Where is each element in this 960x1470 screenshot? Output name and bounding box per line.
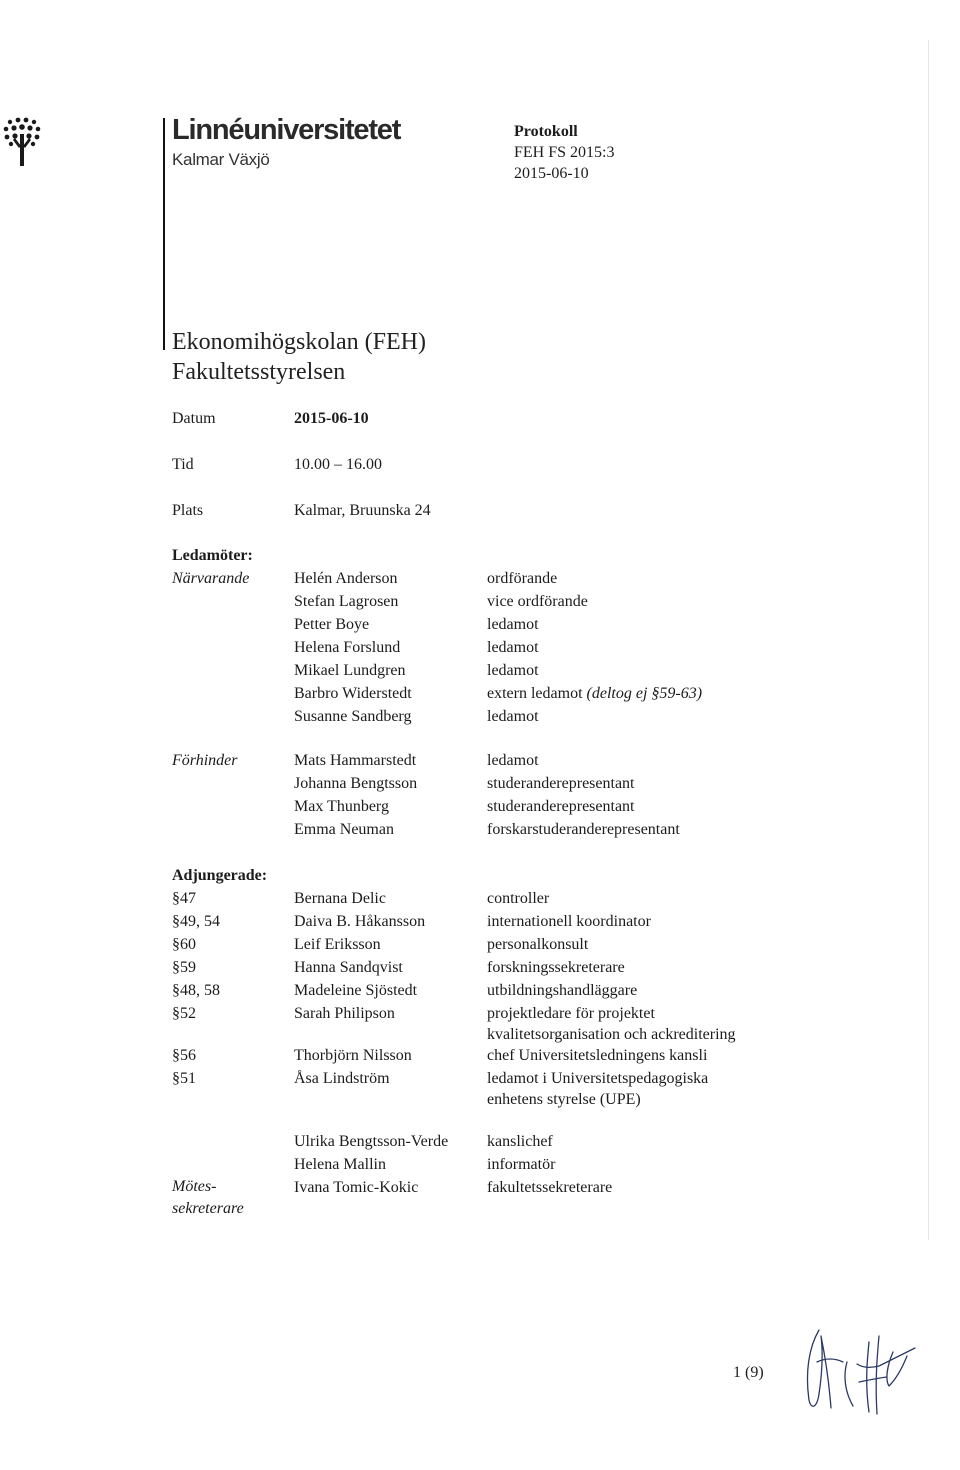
time-label: Tid xyxy=(172,456,194,473)
absent-name: Max Thunberg xyxy=(294,798,389,815)
secretary-name: Ivana Tomic-Kokic xyxy=(294,1179,419,1196)
secretary-role: fakultetssekreterare xyxy=(487,1179,613,1196)
absent-role: studeranderepresentant xyxy=(487,798,635,815)
adjunct-name: Åsa Lindström xyxy=(294,1070,390,1087)
handwritten-initials-signature xyxy=(795,1322,925,1422)
scan-edge-line xyxy=(928,40,929,1240)
absent-role: forskarstuderanderepresentant xyxy=(487,821,680,838)
absent-role: ledamot xyxy=(487,752,539,769)
section-ref: §48, 58 xyxy=(172,982,220,999)
time-value: 10.00 – 16.00 xyxy=(294,456,382,473)
section-ref: §51 xyxy=(172,1070,196,1087)
adjunct-role-cont: enhetens styrelse (UPE) xyxy=(487,1091,641,1108)
present-name: Mikael Lundgren xyxy=(294,662,406,679)
absent-name: Johanna Bengtsson xyxy=(294,775,418,792)
place-value: Kalmar, Bruunska 24 xyxy=(294,502,431,519)
attendance-note: (deltog ej §59-63) xyxy=(586,685,703,702)
present-label: Närvarande xyxy=(172,570,250,587)
adjunct-role: personalkonsult xyxy=(487,936,589,953)
absent-role: studeranderepresentant xyxy=(487,775,635,792)
present-names xyxy=(294,567,412,728)
secretary-role: kanslichef xyxy=(487,1133,553,1150)
members-heading: Ledamöter: xyxy=(172,547,253,564)
adjunct-role: chef Universitetsledningens kansli xyxy=(487,1047,708,1064)
present-roles xyxy=(487,567,702,728)
adjunct-role: internationell koordinator xyxy=(487,913,651,930)
absent-name: Mats Hammarstedt xyxy=(294,752,417,769)
date-label: Datum xyxy=(172,410,216,427)
board-name: Fakultetsstyrelsen xyxy=(172,359,346,385)
section-ref: §47 xyxy=(172,890,196,907)
present-name: Barbro Widerstedt xyxy=(294,685,412,702)
adjunct-role: utbildningshandläggare xyxy=(487,982,638,999)
adjunct-roles xyxy=(487,887,736,1109)
present-role: ledamot xyxy=(487,708,539,725)
present-role: vice ordförande xyxy=(487,593,588,610)
adjunct-role: controller xyxy=(487,890,550,907)
present-name: Helena Forslund xyxy=(294,639,401,656)
adjunct-name: Daiva B. Håkansson xyxy=(294,913,426,930)
adjunct-name: Madeleine Sjöstedt xyxy=(294,982,418,999)
present-name: Petter Boye xyxy=(294,616,370,633)
absent-roles xyxy=(487,749,680,841)
adjunct-role-cont: kvalitetsorganisation och ackreditering xyxy=(487,1026,736,1043)
document-type: Protokoll xyxy=(514,123,578,140)
absent-label: Förhinder xyxy=(172,752,238,769)
absent-names xyxy=(294,749,417,841)
present-role: ledamot xyxy=(487,662,539,679)
adjunct-names xyxy=(294,887,425,1090)
university-campuses: Kalmar Växjö xyxy=(172,150,270,169)
page-number: 1 (9) xyxy=(733,1364,764,1381)
adjunct-name: Bernana Delic xyxy=(294,890,386,907)
adjunct-role: projektledare för projektet xyxy=(487,1005,655,1022)
adjunct-name: Hanna Sandqvist xyxy=(294,959,403,976)
secretary-role: informatör xyxy=(487,1156,556,1173)
adjunct-role: forskningssekreterare xyxy=(487,959,625,976)
adjunct-heading: Adjungerade: xyxy=(172,867,268,884)
adjunct-name: Thorbjörn Nilsson xyxy=(294,1047,412,1064)
tree-logo-icon xyxy=(2,116,46,168)
section-ref: §60 xyxy=(172,936,196,953)
place-label: Plats xyxy=(172,502,204,519)
present-role: ordförande xyxy=(487,570,558,587)
section-ref: §56 xyxy=(172,1047,196,1064)
secretary-roles xyxy=(487,1130,612,1199)
date-value: 2015-06-10 xyxy=(294,410,369,427)
document-date: 2015-06-10 xyxy=(514,165,589,182)
present-name: Helén Anderson xyxy=(294,570,398,587)
adjunct-name: Sarah Philipson xyxy=(294,1005,395,1022)
section-ref: §52 xyxy=(172,1005,196,1022)
section-ref: §49, 54 xyxy=(172,913,220,930)
present-role: ledamot xyxy=(487,616,539,633)
secretary-label-cont: sekreterare xyxy=(172,1200,244,1217)
adjunct-role: ledamot i Universitetspedagogiska xyxy=(487,1070,709,1087)
present-role: ledamot xyxy=(487,639,539,656)
present-role: extern ledamot xyxy=(487,685,583,702)
present-name: Stefan Lagrosen xyxy=(294,593,399,610)
secretary-name: Helena Mallin xyxy=(294,1156,386,1173)
university-name: Linnéuniversitetet xyxy=(172,114,401,146)
header-divider xyxy=(163,118,165,350)
section-ref: §59 xyxy=(172,959,196,976)
absent-name: Emma Neuman xyxy=(294,821,394,838)
faculty-name: Ekonomihögskolan (FEH) xyxy=(172,329,426,355)
secretary-label: Mötes- xyxy=(172,1178,217,1195)
adjunct-name: Leif Eriksson xyxy=(294,936,381,953)
secretary-names xyxy=(294,1130,448,1199)
present-name: Susanne Sandberg xyxy=(294,708,412,725)
document-number: FEH FS 2015:3 xyxy=(514,144,615,161)
adjunct-refs xyxy=(172,887,220,1090)
secretary-name: Ulrika Bengtsson-Verde xyxy=(294,1133,449,1150)
